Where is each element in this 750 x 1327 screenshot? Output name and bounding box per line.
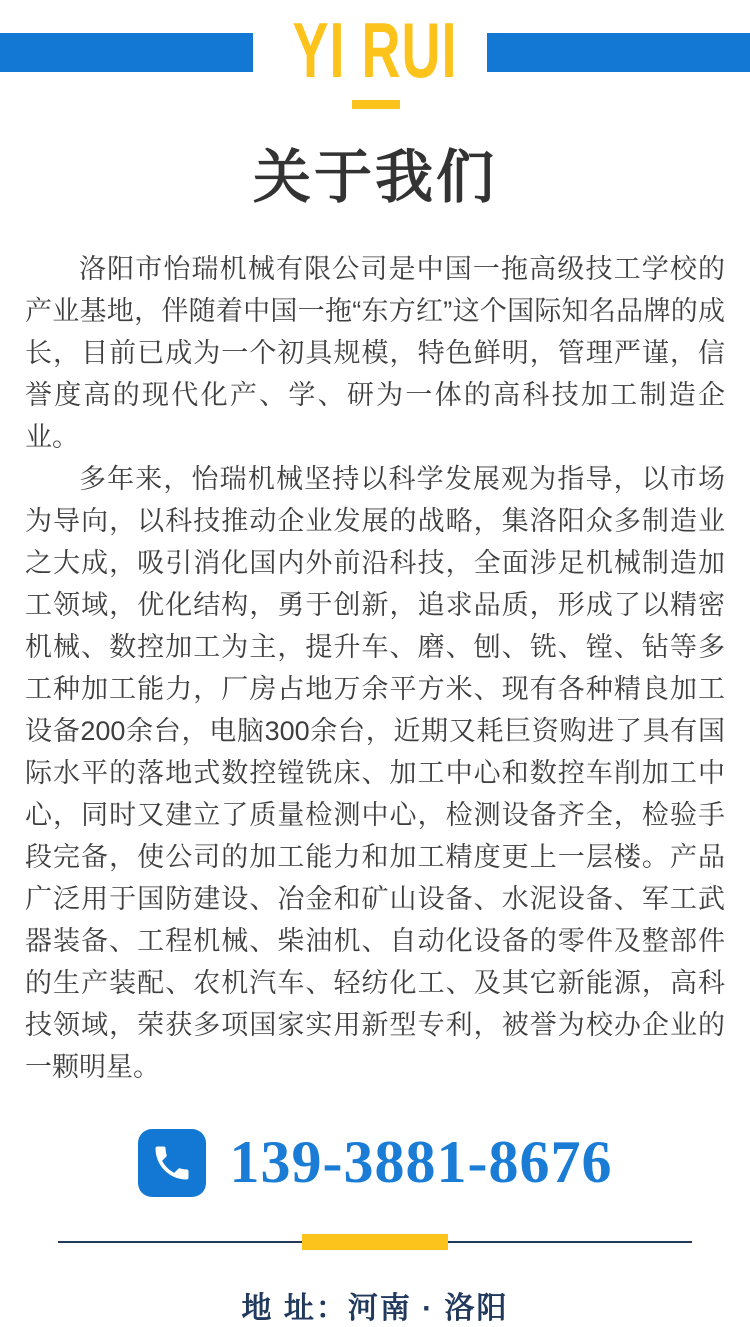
divider-center-block (302, 1234, 448, 1250)
about-paragraph-2: 多年来，怡瑞机械坚持以科学发展观为指导，以市场为导向，以科技推动企业发展的战略，集洛阳众多制造业之大成，吸引消化国内外前沿科技，全面涉足机械制造加工领域，优化结构，勇于创新，追求品质，形成了以精密机械、数控加工为主，提升车、磨、刨、铣、镗、钻等多工种加工能力，厂房占地万余平方米、现有各种精良加工设备200余台，电脑300余台，近期又耗巨资购进了具有国际水平的落地式数控镗铣床、加工中心和数控车削加工中心，同时又建立了质量检测中心，检测设备齐全，检验手段完备，使公司的加工能力和加工精度更上一层楼。产品广泛用于国防建设、冶金和矿山设备、水泥设备、军工武器装备、工程机械、柴油机、自动化设备的零件及整部件的生产装配、农机汽车、轻纺化工、及其它新能源，高科技领域，荣获多项国家实用新型专利，被誉为校办企业的一颗明星。 (25, 464, 725, 1082)
about-paragraph-1: 洛阳市怡瑞机械有限公司是中国一拖高级技工学校的产业基地，伴随着中国一拖“东方红”这个国际知名品牌的成长，目前已成为一个初具规模，特色鲜明，管理严谨，信誉度高的现代化产、学、研为一体的高科技加工制造企业。 (25, 254, 725, 452)
phone-icon (150, 1141, 194, 1185)
phone-badge (138, 1129, 206, 1197)
page-title: 关于我们 (252, 145, 497, 210)
about-text-block (0, 248, 750, 1088)
logo-underline-dash (352, 100, 400, 109)
address-text: 地 址：河南 · 洛阳 (241, 1292, 509, 1325)
brand-logo-text: YI RUI (292, 7, 458, 95)
footer-divider (58, 1233, 692, 1251)
logo-band (0, 0, 750, 114)
phone-row[interactable] (0, 1128, 750, 1197)
phone-number[interactable]: 139-3881-8676 (229, 1129, 613, 1195)
